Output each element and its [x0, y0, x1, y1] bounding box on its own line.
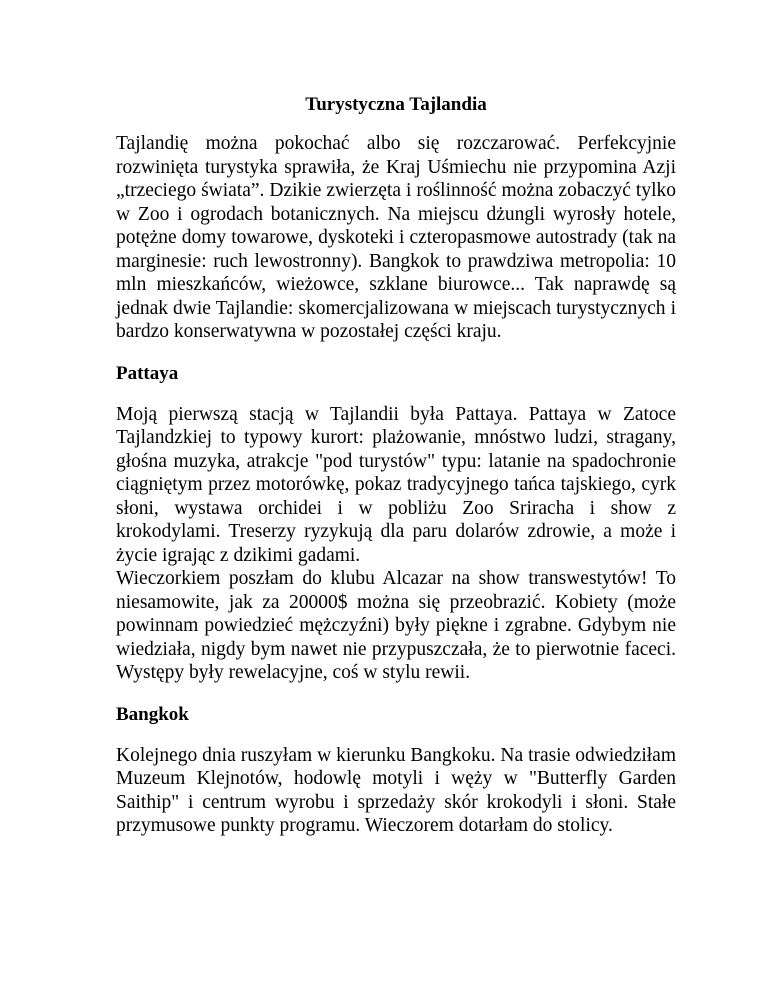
bangkok-paragraph-1: Kolejnego dnia ruszyłam w kierunku Bangkoku. Na trasie odwiedziłam Muzeum Klejnotów, hodowlę motyli i węży w "Butterfly Garden Saithip" i centrum wyrobu i sprzedaży skór krokodyli i słoni. Stałe przymusowe punkty programu. Wieczorem dotarłam do stolicy. — [116, 744, 676, 836]
intro-paragraph: Tajlandię można pokochać albo się rozczarować. Perfekcyjnie rozwinięta turystyka sprawiła, że Kraj Uśmiechu nie przypomina Azji „trzeciego świata”. Dzikie zwierzęta i roślinność można zobaczyć tylko w Zoo i ogrodach botanicznych. Na miejscu dżungli wyrosły hotele, potężne domy towarowe, dyskoteki i czteropasmowe autostrady (tak na marginesie: ruch lewostronny). Bangkok to prawdziwa metropolia: 10 mln mieszkańców, wieżowce, szklane biurowce... Tak naprawdę są jednak dwie Tajlandie: skomercjalizowana w miejscach turystycznych i bardzo konserwatywna w pozostałej części kraju. — [116, 133, 676, 342]
document-page — [116, 92, 676, 838]
document-title: Turystyczna Tajlandia — [305, 94, 487, 115]
pattaya-paragraph-2: Wieczorkiem poszłam do klubu Alcazar na show transwestytów! To niesamowite, jak za 20000$ można się przeobrazić. Kobiety (może powinnam powiedzieć mężczyźni) były piękne i zgrabne. Gdybym nie wiedziała, nigdy bym nawet nie przypuszczała, że to pierwotnie faceci. Występy były rewelacyjne, coś w stylu rewii. — [116, 568, 676, 683]
section-heading-pattaya: Pattaya — [116, 362, 179, 384]
section-heading-bangkok: Bangkok — [116, 703, 189, 725]
pattaya-paragraph-1: Moją pierwszą stacją w Tajlandii była Pattaya. Pattaya w Zatoce Tajlandzkiej to typowy kurort: plażowanie, mnóstwo ludzi, stragany, głośna muzyka, atrakcje "pod turystów" typu: latanie na spadochronie ciągniętym przez motorówkę, pokaz tradycyjnego tańca tajskiego, cyrk słoni, wystawa orchidei i w pobliżu Zoo Sriracha i show z krokodylami. Treserzy ryzykują dla paru dolarów zdrowie, a może i życie igrając z dzikimi gadami. — [116, 403, 676, 566]
